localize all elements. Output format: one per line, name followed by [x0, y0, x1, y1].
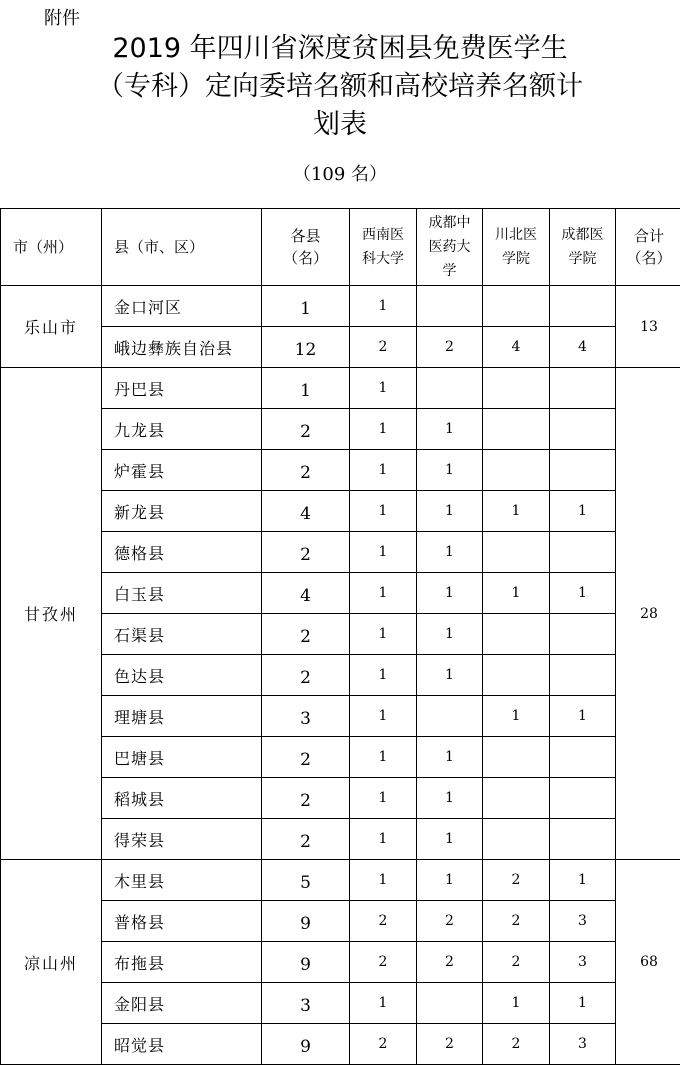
- nsmc-cell: [483, 532, 550, 573]
- header-swmu-line: 科大学: [350, 247, 416, 271]
- swmu-cell: 1: [350, 860, 417, 901]
- nsmc-cell: [483, 450, 550, 491]
- county-cell: 丹巴县: [102, 368, 262, 409]
- nsmc-cell: 2: [483, 942, 550, 983]
- header-city: 市（州）: [1, 209, 102, 286]
- header-county: 县（市、区）: [102, 209, 262, 286]
- table-row: [1, 860, 680, 901]
- nsmc-cell: [483, 819, 550, 860]
- cmc-cell: [550, 532, 616, 573]
- cmc-cell: [550, 819, 616, 860]
- cmc-cell: [550, 450, 616, 491]
- county-cell: 巴塘县: [102, 737, 262, 778]
- quota-total-subtitle: （109 名）: [0, 160, 680, 186]
- total-cell: 28: [616, 368, 680, 860]
- swmu-cell: 2: [350, 942, 417, 983]
- table-row: [1, 696, 680, 737]
- swmu-cell: 2: [350, 901, 417, 942]
- table-row: [1, 942, 680, 983]
- cdutcm-cell: [417, 368, 483, 409]
- swmu-cell: 1: [350, 778, 417, 819]
- document-title: [0, 30, 680, 144]
- county-cell: 昭觉县: [102, 1024, 262, 1065]
- table-row: [1, 1024, 680, 1065]
- nsmc-cell: [483, 409, 550, 450]
- header-swmu-line: 西南医: [350, 223, 416, 247]
- count-cell: 9: [262, 901, 350, 942]
- cmc-cell: 1: [550, 491, 616, 532]
- cmc-cell: [550, 286, 616, 327]
- header-cmc: [550, 209, 616, 286]
- count-cell: 9: [262, 1024, 350, 1065]
- swmu-cell: 1: [350, 286, 417, 327]
- table-body: [1, 286, 680, 1065]
- cmc-cell: 3: [550, 942, 616, 983]
- cdutcm-cell: 1: [417, 491, 483, 532]
- cdutcm-cell: 1: [417, 860, 483, 901]
- swmu-cell: 1: [350, 819, 417, 860]
- header-cdutcm: [417, 209, 483, 286]
- header-nsmc-line: 学院: [483, 247, 549, 271]
- count-cell: 4: [262, 491, 350, 532]
- nsmc-cell: 4: [483, 327, 550, 368]
- county-cell: 理塘县: [102, 696, 262, 737]
- swmu-cell: 2: [350, 327, 417, 368]
- cdutcm-cell: 1: [417, 655, 483, 696]
- header-count: [262, 209, 350, 286]
- count-cell: 9: [262, 942, 350, 983]
- header-total: [616, 209, 680, 286]
- count-cell: 12: [262, 327, 350, 368]
- cmc-cell: [550, 614, 616, 655]
- count-cell: 2: [262, 409, 350, 450]
- table-row: [1, 901, 680, 942]
- cmc-cell: 3: [550, 1024, 616, 1065]
- county-cell: 木里县: [102, 860, 262, 901]
- header-cmc-line: 学院: [550, 247, 615, 271]
- nsmc-cell: 1: [483, 491, 550, 532]
- cdutcm-cell: [417, 696, 483, 737]
- cdutcm-cell: 1: [417, 532, 483, 573]
- swmu-cell: 1: [350, 532, 417, 573]
- nsmc-cell: [483, 614, 550, 655]
- cdutcm-cell: 1: [417, 819, 483, 860]
- count-cell: 2: [262, 737, 350, 778]
- attachment-label: 附件: [44, 4, 80, 30]
- count-cell: 2: [262, 532, 350, 573]
- nsmc-cell: [483, 737, 550, 778]
- county-cell: 得荣县: [102, 819, 262, 860]
- header-cdutcm-line: 医药大: [417, 235, 482, 259]
- header-swmu: [350, 209, 417, 286]
- total-cell: 68: [616, 860, 680, 1065]
- table-row: [1, 491, 680, 532]
- quota-table: [0, 208, 680, 1065]
- table-row: [1, 573, 680, 614]
- county-cell: 金阳县: [102, 983, 262, 1024]
- cmc-cell: 4: [550, 327, 616, 368]
- county-cell: 布拖县: [102, 942, 262, 983]
- title-line: 2019 年四川省深度贫困县免费医学生: [0, 30, 680, 68]
- table-row: [1, 327, 680, 368]
- swmu-cell: 2: [350, 1024, 417, 1065]
- swmu-cell: 1: [350, 573, 417, 614]
- nsmc-cell: 2: [483, 860, 550, 901]
- nsmc-cell: 1: [483, 983, 550, 1024]
- table-row: [1, 532, 680, 573]
- table-row: [1, 655, 680, 696]
- nsmc-cell: [483, 778, 550, 819]
- county-cell: 石渠县: [102, 614, 262, 655]
- swmu-cell: 1: [350, 983, 417, 1024]
- table-row: [1, 614, 680, 655]
- swmu-cell: 1: [350, 655, 417, 696]
- swmu-cell: 1: [350, 614, 417, 655]
- nsmc-cell: 2: [483, 901, 550, 942]
- header-total-line: （名）: [616, 247, 680, 269]
- cdutcm-cell: [417, 983, 483, 1024]
- swmu-cell: 1: [350, 368, 417, 409]
- swmu-cell: 1: [350, 491, 417, 532]
- county-cell: 德格县: [102, 532, 262, 573]
- title-line: 划表: [0, 106, 680, 144]
- table-row: [1, 737, 680, 778]
- county-cell: 普格县: [102, 901, 262, 942]
- cdutcm-cell: 1: [417, 409, 483, 450]
- count-cell: 5: [262, 860, 350, 901]
- cmc-cell: 1: [550, 696, 616, 737]
- county-cell: 九龙县: [102, 409, 262, 450]
- count-cell: 4: [262, 573, 350, 614]
- nsmc-cell: 1: [483, 573, 550, 614]
- swmu-cell: 1: [350, 450, 417, 491]
- header-total-line: 合计: [616, 225, 680, 247]
- swmu-cell: 1: [350, 696, 417, 737]
- cmc-cell: [550, 737, 616, 778]
- cmc-cell: [550, 409, 616, 450]
- cmc-cell: 3: [550, 901, 616, 942]
- cdutcm-cell: 2: [417, 327, 483, 368]
- cdutcm-cell: 2: [417, 1024, 483, 1065]
- header-cmc-line: 成都医: [550, 223, 615, 247]
- cdutcm-cell: [417, 286, 483, 327]
- title-line: （专科）定向委培名额和高校培养名额计: [0, 68, 680, 106]
- count-cell: 2: [262, 819, 350, 860]
- cmc-cell: [550, 655, 616, 696]
- count-cell: 2: [262, 778, 350, 819]
- cmc-cell: 1: [550, 860, 616, 901]
- cmc-cell: [550, 778, 616, 819]
- cdutcm-cell: 1: [417, 573, 483, 614]
- city-cell: 乐山市: [1, 286, 102, 368]
- header-cdutcm-line: 学: [417, 259, 482, 283]
- table-row: [1, 409, 680, 450]
- nsmc-cell: [483, 368, 550, 409]
- table-row: [1, 819, 680, 860]
- county-cell: 色达县: [102, 655, 262, 696]
- count-cell: 2: [262, 655, 350, 696]
- count-cell: 1: [262, 368, 350, 409]
- city-cell: 凉山州: [1, 860, 102, 1065]
- cdutcm-cell: 1: [417, 614, 483, 655]
- cdutcm-cell: 2: [417, 942, 483, 983]
- county-cell: 稻城县: [102, 778, 262, 819]
- table-row: [1, 983, 680, 1024]
- count-cell: 2: [262, 450, 350, 491]
- county-cell: 峨边彝族自治县: [102, 327, 262, 368]
- cmc-cell: 1: [550, 983, 616, 1024]
- header-count-line: 各县: [262, 225, 349, 247]
- nsmc-cell: 2: [483, 1024, 550, 1065]
- swmu-cell: 1: [350, 409, 417, 450]
- county-cell: 新龙县: [102, 491, 262, 532]
- city-cell: 甘孜州: [1, 368, 102, 860]
- nsmc-cell: [483, 286, 550, 327]
- table-row: [1, 450, 680, 491]
- swmu-cell: 1: [350, 737, 417, 778]
- total-cell: 13: [616, 286, 680, 368]
- header-row: [1, 209, 680, 286]
- header-nsmc-line: 川北医: [483, 223, 549, 247]
- nsmc-cell: [483, 655, 550, 696]
- count-cell: 3: [262, 983, 350, 1024]
- nsmc-cell: 1: [483, 696, 550, 737]
- table-row: [1, 778, 680, 819]
- header-nsmc: [483, 209, 550, 286]
- cdutcm-cell: 1: [417, 778, 483, 819]
- cdutcm-cell: 1: [417, 450, 483, 491]
- county-cell: 金口河区: [102, 286, 262, 327]
- cmc-cell: 1: [550, 573, 616, 614]
- cdutcm-cell: 1: [417, 737, 483, 778]
- county-cell: 炉霍县: [102, 450, 262, 491]
- table-row: [1, 368, 680, 409]
- count-cell: 1: [262, 286, 350, 327]
- count-cell: 2: [262, 614, 350, 655]
- table-row: [1, 286, 680, 327]
- header-cdutcm-line: 成都中: [417, 211, 482, 235]
- county-cell: 白玉县: [102, 573, 262, 614]
- cdutcm-cell: 2: [417, 901, 483, 942]
- count-cell: 3: [262, 696, 350, 737]
- cmc-cell: [550, 368, 616, 409]
- header-count-line: （名）: [262, 247, 349, 269]
